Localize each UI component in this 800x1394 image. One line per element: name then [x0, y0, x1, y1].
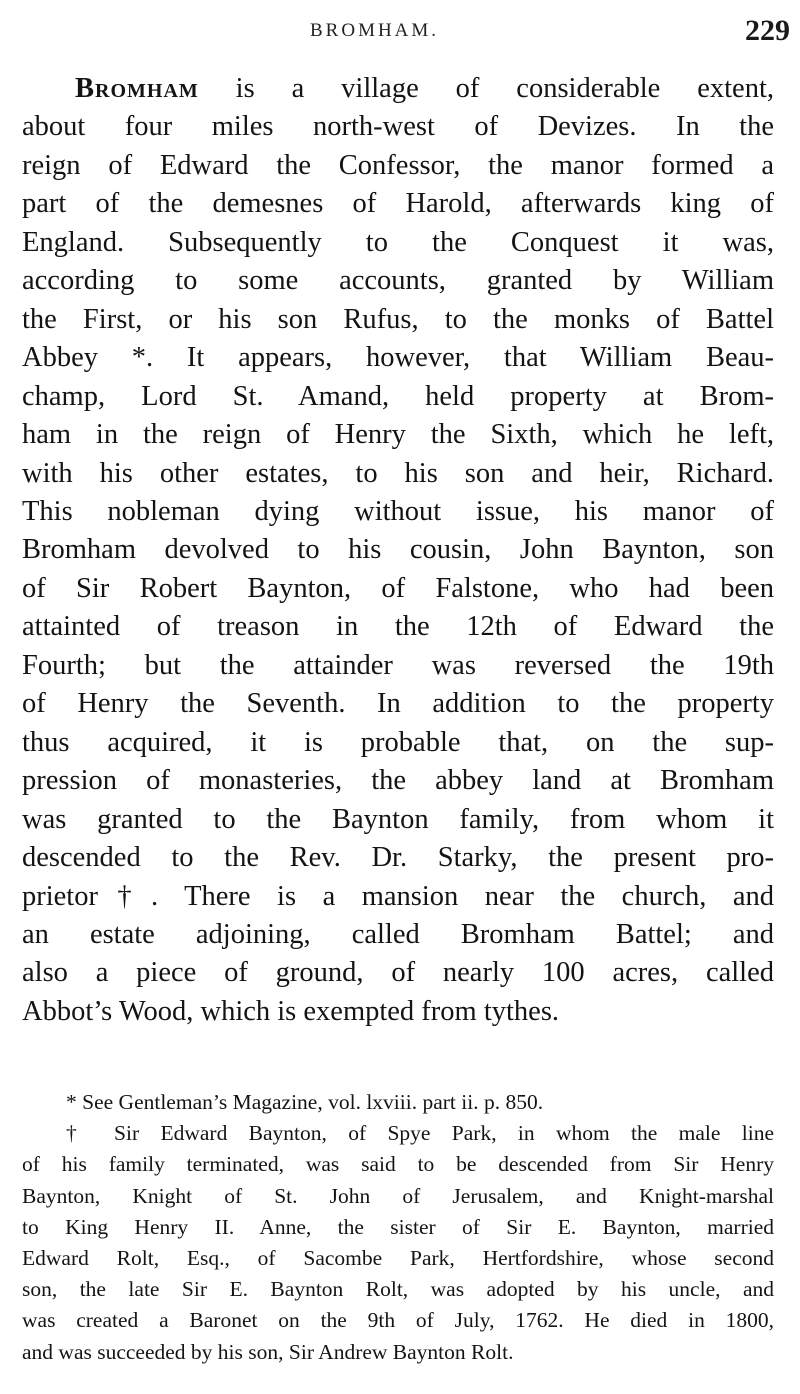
body-line: Abbey *. It appears, however, that William Beau-: [22, 342, 774, 374]
main-paragraph: [22, 70, 774, 1031]
body-line: with his other estates, to his son and heir, Richard.: [22, 457, 774, 489]
body-line: This nobleman dying without issue, his manor of: [22, 495, 774, 527]
body-line: of Sir Robert Baynton, of Falstone, who had been: [22, 572, 774, 604]
footnote-line: of his family terminated, was said to be descended from Sir Henry: [22, 1152, 774, 1177]
body-line: reign of Edward the Confessor, the manor formed a: [22, 149, 774, 181]
opening-word: Bromham: [75, 73, 199, 104]
body-line: Abbot’s Wood, which is exempted from tythes.: [22, 995, 560, 1027]
body-line: about four miles north-west of Devizes. In the: [22, 111, 774, 143]
footnote-star: * See Gentleman’s Magazine, vol. lxviii. part ii. p. 850.: [66, 1090, 544, 1114]
body-line: according to some accounts, granted by William: [22, 265, 774, 297]
body-line: was granted to the Baynton family, from whom it: [22, 803, 774, 835]
body-line: descended to the Rev. Dr. Starky, the present pro-: [22, 842, 774, 874]
running-head: [0, 14, 800, 50]
body-line: the First, or his son Rufus, to the monks of Battel: [22, 303, 774, 335]
footnotes: [22, 1087, 774, 1368]
body-line: also a piece of ground, of nearly 100 acres, called: [22, 957, 774, 989]
body-line: Fourth; but the attainder was reversed the 19th: [22, 649, 774, 681]
footnote-line: and was succeeded by his son, Sir Andrew Baynton Rolt.: [22, 1339, 514, 1364]
body-line: pression of monasteries, the abbey land at Bromham: [22, 765, 774, 797]
footnote-line: Edward Rolt, Esq., of Sacombe Park, Hertfordshire, whose second: [22, 1246, 774, 1271]
footnote-dagger: † Sir Edward Baynton, of Spye Park, in whom the male line: [66, 1121, 774, 1146]
body-line: Bromham devolved to his cousin, John Baynton, son: [22, 534, 774, 566]
body-line: part of the demesnes of Harold, afterwards king of: [22, 188, 774, 220]
footnote-line: son, the late Sir E. Baynton Rolt, was adopted by his uncle, and: [22, 1277, 774, 1302]
body-line: an estate adjoining, called Bromham Battel; and: [22, 918, 774, 950]
body-line: champ, Lord St. Amand, held property at Brom-: [22, 380, 774, 412]
body-line: attainted of treason in the 12th of Edward the: [22, 611, 774, 643]
body-line: prietor†. There is a mansion near the church, and: [22, 880, 774, 912]
footnote-line: to King Henry II. Anne, the sister of Sir E. Baynton, married: [22, 1214, 774, 1239]
body-line: thus acquired, it is probable that, on the sup-: [22, 726, 774, 758]
body-line: ham in the reign of Henry the Sixth, which he left,: [22, 419, 774, 451]
body-line: Bromham is a village of considerable extent,: [75, 73, 774, 104]
footnote-line: Baynton, Knight of St. John of Jerusalem, and Knight-marshal: [22, 1183, 774, 1208]
running-title: BROMHAM.: [310, 20, 440, 41]
footnote-line: was created a Baronet on the 9th of July, 1762. He died in 1800,: [22, 1308, 774, 1333]
body-line: of Henry the Seventh. In addition to the property: [22, 688, 774, 720]
page-number: 229: [745, 14, 790, 47]
body-line: England. Subsequently to the Conquest it was,: [22, 226, 774, 258]
